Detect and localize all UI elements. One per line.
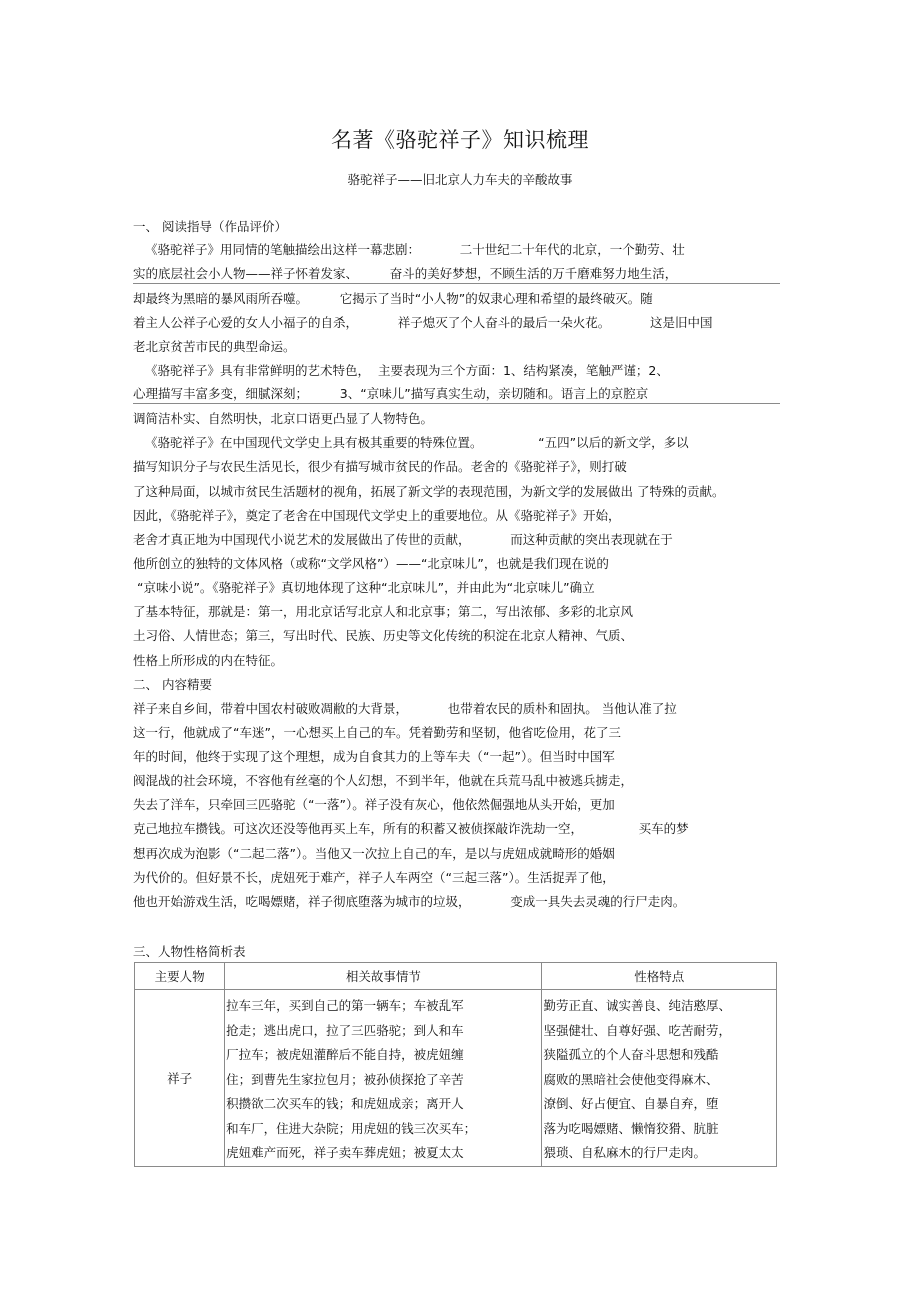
paragraph-line: 性格上所形成的内在特征。 — [133, 653, 284, 668]
plot-line: 住；到曹先生家拉包月；被孙侦探抢了辛苦 — [226, 1071, 464, 1087]
paragraph-line: 土习俗、人情世态；第三，写出时代、民族、历史等文化传统的积淀在北京人精神、气质、 — [133, 628, 634, 643]
document-subtitle: 骆驼祥子——旧北京人力车夫的辛酸故事 — [347, 172, 573, 187]
paragraph-line: 了基本特征，那就是：第一，用北京话写北京人和北京事；第二，写出浓郁、多彩的北京风 — [133, 604, 634, 619]
section-heading-content-summary: 二、 内容精要 — [133, 677, 212, 692]
plot-line: 虎妞难产而死，祥子卖车葬虎妞；被夏太太 — [226, 1145, 464, 1160]
paragraph-line: 《骆驼祥子》用同情的笔触描绘出这样一幕悲剧： 二十世纪二十年代的北京，一个勤劳、壮 — [145, 242, 685, 257]
horizontal-rule — [133, 283, 780, 284]
horizontal-rule — [133, 403, 780, 404]
paragraph-line: 为代价的。但好景不长，虎妞死于难产，祥子人车两空（“三起三落”）。生活捉弄了他， — [133, 870, 615, 885]
trait-line: 落为吃喝嫖赌、懒惰狡猾、肮脏 — [543, 1120, 719, 1136]
paragraph-line: 着主人公祥子心爱的女人小福子的自杀， 祥子熄灭了个人奋斗的最后一朵火花。 这是旧中国 — [133, 315, 713, 330]
trait-line: 猥琐、自私麻木的行尸走肉。 — [543, 1145, 706, 1160]
paragraph-line: 他也开始游戏生活，吃喝嫖赌，祥子彻底堕落为城市的垃圾， 变成一具失去灵魂的行尸走肉。 — [133, 894, 686, 909]
column-header-personality-traits: 性格特点 — [542, 963, 777, 990]
paragraph-line: 阀混战的社会环境，不容他有丝毫的个人幻想，不到半年，他就在兵荒马乱中被逃兵掳走， — [133, 773, 634, 788]
paragraph-line: 却最终为黑暗的暴风雨所吞噬。 它揭示了当时“小人物”的奴隶心理和希望的最终破灭。随 — [133, 291, 653, 306]
plot-line: 和车厂，住进大杂院；用虎妞的钱三次买车； — [226, 1120, 477, 1136]
plot-line: 积攒欲二次买车的钱；和虎妞成亲；离开人 — [226, 1096, 464, 1111]
trait-line: 狭隘孤立的个人奋斗思想和残酷 — [543, 1047, 719, 1062]
paragraph-line: 老舍才真正地为中国现代小说艺术的发展做出了传世的贡献， 而这种贡献的突出表现就在于 — [133, 532, 673, 547]
plot-line: 厂拉车；被虎妞灌醉后不能自持，被虎妞缠 — [226, 1047, 464, 1062]
paragraph-line: 克己地拉车攒钱。可这次还没等他再买上车，所有的积蓄又被侦探敲诈洗劫一空， 买车的梦 — [133, 821, 689, 836]
plot-cell — [225, 990, 542, 1167]
paragraph-line: 老北京贫苦市民的典型命运。 — [133, 339, 296, 354]
paragraph-line: 这一行，他就成了“车迷”，一心想买上自己的车。凭着勤劳和坚韧，他省吃俭用，花了三 — [133, 725, 621, 740]
section-heading-character-table: 三、人物性格简析表 — [133, 944, 246, 959]
paragraph-line: 调简洁朴实、自然明快，北京口语更凸显了人物特色。 — [133, 411, 434, 426]
table-header-row — [135, 963, 777, 990]
paragraph-line: 失去了洋车，只牵回三匹骆驼（“一落”）。祥子没有灰心，他依然倔强地从头开始，更加 — [133, 797, 615, 812]
paragraph-line: 年的时间，他终于实现了这个理想，成为自食其力的上等车夫（“一起”）。但当时中国军 — [133, 749, 615, 764]
paragraph-line: “京味小说”。《骆驼祥子》真切地体现了这种“北京味儿”，并由此为“北京味儿”确立 — [133, 580, 595, 595]
traits-cell — [542, 990, 777, 1167]
document-title: 名著《骆驼祥子》知识梳理 — [331, 128, 589, 152]
trait-line: 坚强健壮、自尊好强、吃苦耐劳， — [543, 1022, 731, 1038]
trait-line: 潦倒、好占便宜、自暴自弃，堕 — [543, 1096, 719, 1111]
character-analysis-table — [134, 962, 777, 1167]
character-name-cell: 祥子 — [135, 990, 225, 1167]
paragraph-line: 祥子来自乡间，带着中国农村破败凋敝的大背景， 也带着农民的质朴和固执。 当他认准了拉 — [133, 701, 677, 716]
column-header-related-plot: 相关故事情节 — [225, 963, 542, 990]
column-header-main-character: 主要人物 — [135, 963, 225, 990]
trait-line: 勤劳正直、诚实善良、纯洁憨厚、 — [543, 998, 731, 1013]
paragraph-line: 《骆驼祥子》在中国现代文学史上具有极其重要的特殊位置。 “五四”以后的新文学，多以 — [145, 435, 689, 450]
paragraph-line: 《骆驼祥子》具有非常鲜明的艺术特色， 主要表现为三个方面：1、结构紧凑，笔触严谨；2、 — [145, 363, 669, 378]
trait-line: 腐败的黑暗社会使他变得麻木、 — [543, 1071, 719, 1087]
section-heading-reading-guide: 一、 阅读指导（作品评价） — [133, 219, 287, 234]
paragraph-line: 想再次成为泡影（“二起二落”）。当他又一次拉上自己的车，是以与虎妞成就畸形的婚姻 — [133, 846, 615, 861]
paragraph-line: 他所创立的独特的文体风格（或称“文学风格”）——“北京味儿”，也就是我们现在说的 — [133, 556, 609, 571]
plot-line: 抢走；逃出虎口，拉了三匹骆驼；到人和车 — [226, 1022, 464, 1038]
table-row — [135, 990, 777, 1167]
plot-line: 拉车三年，买到自己的第一辆车；车被乱军 — [226, 998, 464, 1013]
paragraph-line: 因此，《骆驼祥子》，奠定了老舍在中国现代文学史上的重要地位。从《骆驼祥子》开始， — [133, 508, 621, 523]
paragraph-line: 实的底层社会小人物——祥子怀着发家、 奋斗的美好梦想，不顾生活的万千磨难努力地生活， — [133, 266, 678, 281]
paragraph-line: 心理描写丰富多变，细腻深刻； 3、“京味儿”描写真实生动，亲切随和。语言上的京腔京 — [133, 386, 649, 401]
paragraph-line: 描写知识分子与农民生活见长，很少有描写城市贫民的作品。老舍的《骆驼祥子》，则打破 — [133, 459, 627, 474]
paragraph-line: 了这种局面，以城市贫民生活题材的视角，拓展了新文学的表现范围，为新文学的发展做出 了特殊的贡献。 — [133, 484, 725, 499]
